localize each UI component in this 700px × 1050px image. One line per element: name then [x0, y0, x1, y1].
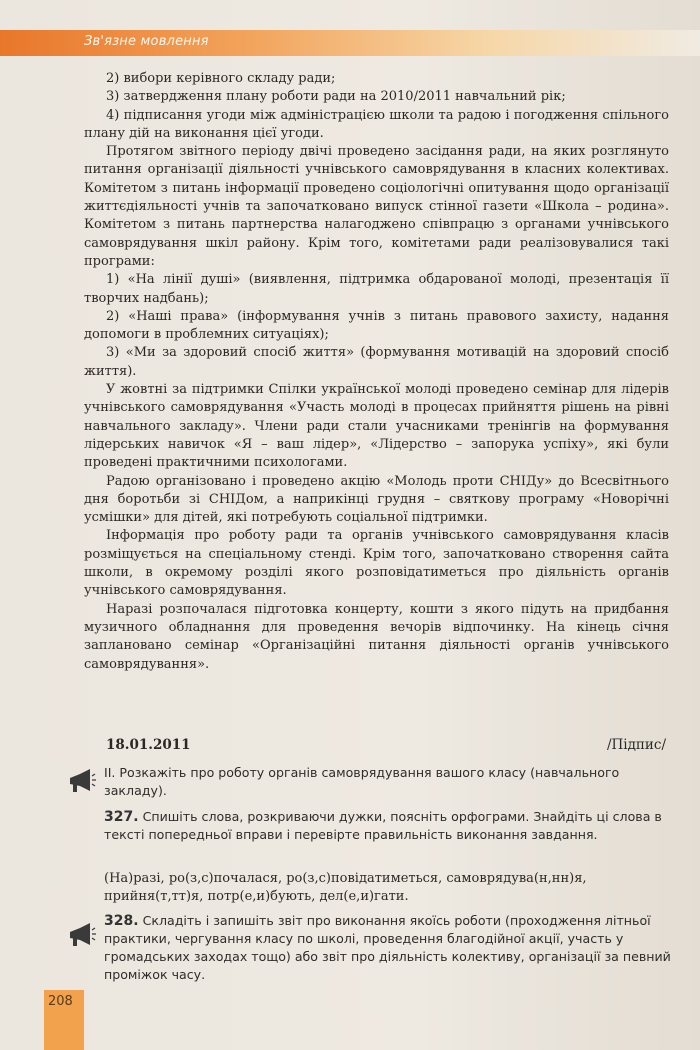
paragraph: 4) підписання угоди між адміністрацією школи та радою і погодження спільного плану дій на виконання цієї угоди.: [84, 107, 669, 141]
paragraph: Наразі розпочалася підготовка концерту, кошти з якого підуть на придбання музичного обладнання для проведення вечорів відпочинку. На кінець січня заплановано семінар «Організаційні питання діяльності органів учнівського самоврядування».: [84, 601, 669, 672]
paragraph: Радою організовано і проведено акцію «Молодь проти СНІДу» до Всесвітнього дня боротьби зі СНІДом, а наприкінці грудня – святкову програму «Новорічні усмішки» для дітей, які потребують соціальної підтримки.: [84, 473, 669, 526]
report-date: 18.01.2011: [106, 737, 191, 753]
task-number: 327.: [104, 809, 139, 825]
signature-placeholder: /Підпис/: [606, 737, 666, 753]
task-327: [104, 808, 674, 844]
task-ii-text: II. Розкажіть про роботу органів самоврядування вашого класу (навчального закладу).: [104, 765, 620, 798]
section-title: Зв'язне мовлення: [84, 34, 209, 49]
paragraph: 2) вибори керівного складу ради;: [106, 71, 336, 86]
megaphone-icon: [66, 768, 96, 794]
paragraph: Протягом звітного періоду двічі проведено засідання ради, на яких розглянуто питання організації діяльності учнівського самоврядування в класних колективах. Комітетом з питань інформації проведено соціологічні опитування щодо організації життєдіяльності учнів та започатковано випуск стінної газети «Школа – родина». Комітетом з питань партнерства налагоджено співпрацю з органами учнівського самоврядування шкіл району. Крім того, комітетами ради реалізовувалися такі програми:: [84, 144, 669, 269]
task-328: [104, 912, 674, 984]
page-number-tab: [44, 990, 84, 1050]
paragraph: Інформація про роботу ради та органів учнівського самоврядування класів розміщується на спеціальному стенді. Крім того, започатковано створення сайта школи, в окремому розділі якого розповідатиметься про діяльність органів учнівського самоврядування.: [84, 528, 669, 599]
paragraph: 3) «Ми за здоровий спосіб життя» (формування мотивацій на здоровий спосіб життя).: [84, 345, 669, 379]
exercise-words: (На)разі, ро(з,с)почалася, ро(з,с)повідатиметься, самоврядува(н,нн)я, прийня(т,тт)я, потр(е,и)бують, дел(е,и)гати.: [104, 871, 587, 904]
report-text: [84, 70, 669, 674]
megaphone-icon: [66, 922, 96, 948]
task-328-text: Складіть і запишіть звіт про виконання якоїсь роботи (проходження літньої практики, чергування класу по школі, проведення благодійної акції, участь у громадських заходах тощо) або звіт про діяльність колективу, організації за певний проміжок часу.: [104, 913, 671, 982]
paragraph: 3) затвердження плану роботи ради на 2010/2011 навчальний рік;: [106, 89, 566, 105]
paragraph: 2) «Наші права» (інформування учнів з питань правового захисту, надання допомоги в проблемних ситуаціях);: [84, 308, 669, 343]
dateline: [106, 737, 666, 753]
paragraph: У жовтні за підтримки Спілки української молоді проведено семінар для лідерів учнівського самоврядування «Участь молоді в процесах прийняття рішень на рівні навчального закладу». Члени ради стали учасниками тренінгів на формування лідерських навичок «Я – ваш лідер», «Лідерство – запорука успіху», які були проведені практичними психологами.: [84, 382, 669, 471]
task-327-text: Спишіть слова, розкриваючи дужки, поясніть орфограми. Знайдіть ці слова в тексті попередньої вправи і перевірте правильність виконання завдання.: [104, 809, 662, 842]
task-ii: [104, 764, 674, 800]
paragraph: 1) «На лінії душі» (виявлення, підтримка обдарованої молоді, презентація її творчих надбань);: [84, 272, 669, 306]
task-number: 328.: [104, 913, 139, 929]
page-number: 208: [48, 994, 73, 1009]
